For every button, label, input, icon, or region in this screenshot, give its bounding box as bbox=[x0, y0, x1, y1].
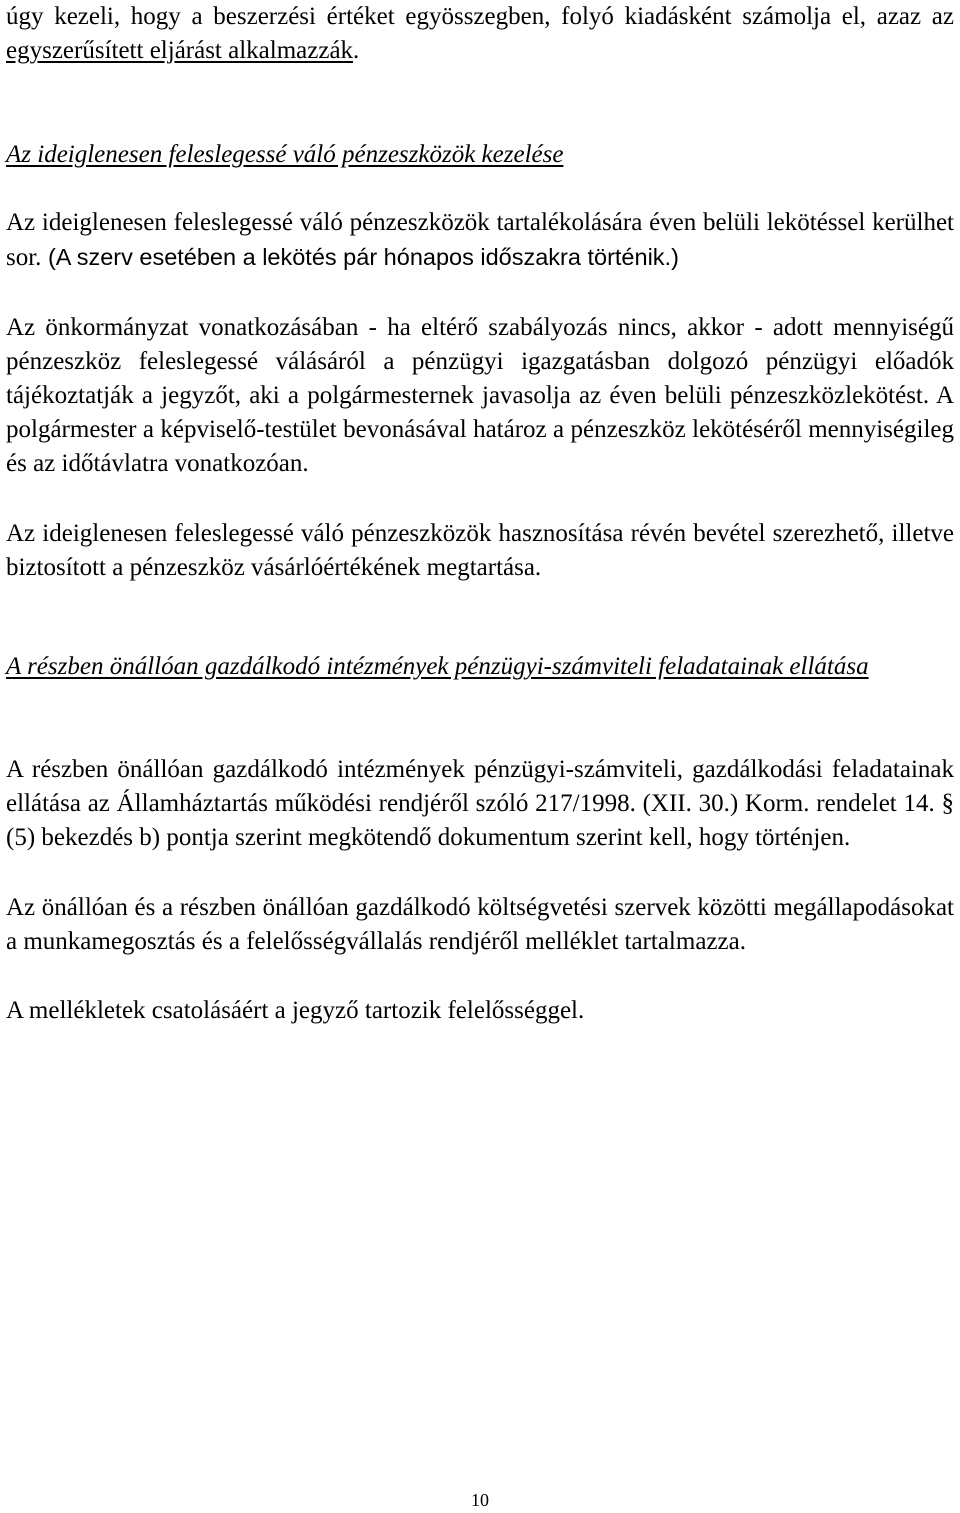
paragraph-reserve-note: (A szerv esetében a lekötés pár hónapos időszakra történik.) bbox=[41, 244, 679, 270]
section-heading-institutions: A részben önállóan gazdálkodó intézmények pénzügyi-számviteli feladatainak ellátása bbox=[6, 653, 869, 680]
paragraph-reserve-text: Az ideiglenesen feleslegessé váló pénzeszközök tartalékolására éven belüli lekötéssel kerülhet sor. bbox=[6, 209, 954, 271]
section-heading-temporary-funds: Az ideiglenesen feleslegessé váló pénzeszközök kezelése bbox=[6, 141, 564, 168]
intro-paragraph bbox=[6, 0, 954, 68]
paragraph-municipality: Az önkormányzat vonatkozásában - ha eltérő szabályozás nincs, akkor - adott mennyiségű pénzeszköz feleslegessé válásáról a pénzügyi igazgatásban dolgozó pénzügyi előadók tájékoztatják a jegyzőt, aki a polgármesternek javasolja az éven belüli pénzeszközlekötést. A polgármester a képviselő-testület bevonásával határoz a pénzeszköz lekötéséről mennyiségileg és az időtávlatra vonatkozóan. bbox=[6, 314, 954, 477]
paragraph-utilization: Az ideiglenesen feleslegessé váló pénzeszközök hasznosítása révén bevétel szerezhető, illetve biztosított a pénzeszköz vásárlóértékének megtartása. bbox=[6, 520, 954, 581]
paragraph-attachments: A mellékletek csatolásáért a jegyző tartozik felelősséggel. bbox=[6, 997, 585, 1024]
paragraph-reserve bbox=[6, 206, 954, 275]
underlined-term: egyszerűsített eljárást alkalmazzák bbox=[6, 37, 354, 64]
intro-period: . bbox=[353, 37, 360, 64]
intro-text: úgy kezeli, hogy a beszerzési értéket egyösszegben, folyó kiadásként számolja el, azaz az bbox=[6, 3, 954, 30]
paragraph-agreements: Az önállóan és a részben önállóan gazdálkodó költségvetési szervek közötti megállapodásokat a munkamegosztás és a felelősségvállalás rendjéről melléklet tartalmazza. bbox=[6, 894, 954, 955]
page-number: 10 bbox=[471, 1490, 489, 1510]
paragraph-institutions: A részben önállóan gazdálkodó intézmények pénzügyi-számviteli, gazdálkodási feladatainak ellátása az Államháztartás működési rendjéről szóló 217/1998. (XII. 30.) Korm. rendelet 14. § (5) bekezdés b) pontja szerint megkötendő dokumentum szerint kell, hogy történjen. bbox=[6, 756, 954, 851]
